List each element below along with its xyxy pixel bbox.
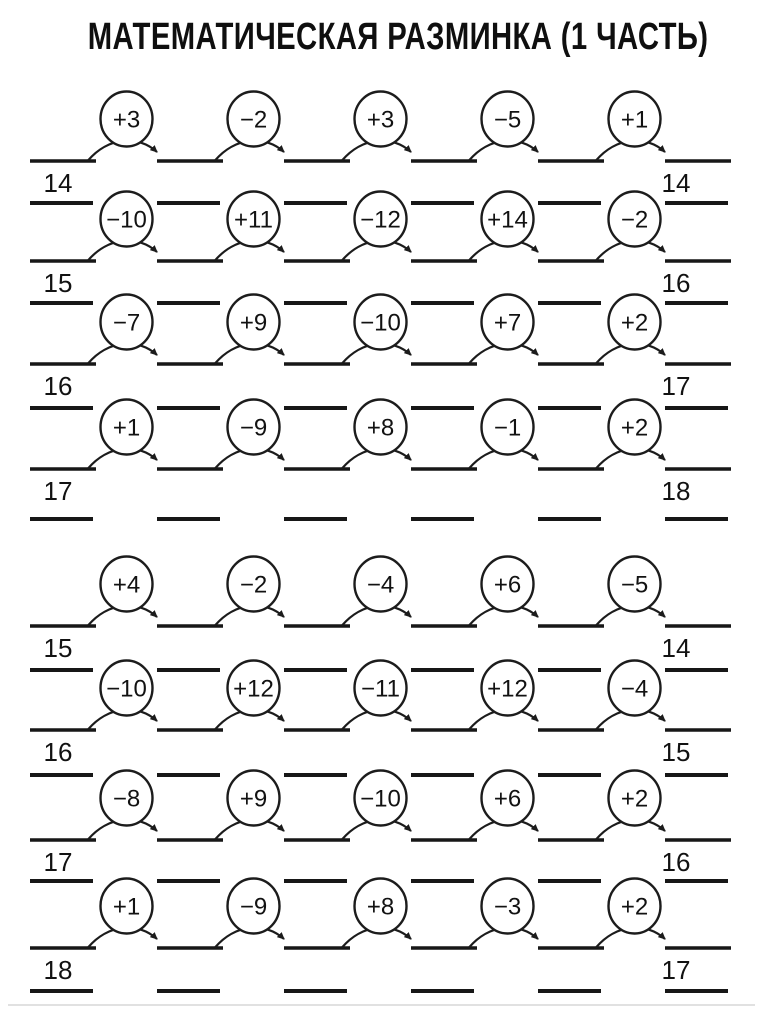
blank-line-segment	[411, 201, 474, 205]
operation-label: +9	[239, 309, 268, 337]
chain-row-2	[0, 190, 763, 298]
operation-label: +2	[620, 414, 649, 442]
operation-label: −10	[106, 206, 147, 234]
worksheet-title: МАТЕМАТИЧЕСКАЯ РАЗМИНКА (1 ЧАСТЬ)	[87, 16, 709, 58]
operation-label: +11	[234, 206, 273, 234]
chain-row-3	[0, 293, 763, 401]
scan-artifact-line	[8, 1004, 755, 1006]
operation-label: −4	[620, 675, 649, 703]
blank-line-segment	[157, 201, 220, 205]
blank-line-segment	[30, 879, 93, 883]
blank-line-segment	[284, 301, 347, 305]
chain-row-1	[0, 90, 763, 198]
operation-label: +9	[239, 785, 268, 813]
blank-line-segment	[30, 773, 93, 777]
operation-label: +1	[112, 414, 141, 442]
blank-line-segment	[30, 989, 93, 993]
operation-label: +2	[620, 893, 649, 921]
extra-blank-line-row	[0, 989, 763, 993]
blank-line-segment	[538, 406, 601, 410]
start-number: 15	[43, 633, 73, 663]
operation-label: +12	[487, 675, 528, 703]
operation-label: −7	[112, 309, 141, 337]
blank-line-segment	[157, 773, 220, 777]
operation-label: +1	[112, 893, 141, 921]
chain-row-7	[0, 769, 763, 877]
blank-line-segment	[665, 517, 728, 521]
blank-line-segment	[411, 879, 474, 883]
chain-row-5	[0, 555, 763, 663]
blank-line-segment	[538, 517, 601, 521]
start-number: 18	[43, 955, 73, 985]
operation-label: +4	[112, 571, 141, 599]
operation-label: +1	[620, 106, 649, 134]
chain-row-4	[0, 398, 763, 506]
end-number: 15	[661, 737, 691, 767]
operation-label: −10	[360, 785, 401, 813]
operation-label: +12	[233, 675, 274, 703]
blank-line-segment	[538, 989, 601, 993]
blank-line-segment	[30, 668, 93, 672]
blank-line-segment	[665, 406, 728, 410]
operation-label: −5	[493, 106, 522, 134]
operation-label: −2	[239, 571, 268, 599]
blank-line-segment	[30, 201, 93, 205]
blank-line-segment	[538, 773, 601, 777]
blank-line-segment	[665, 201, 728, 205]
extra-blank-line-row	[0, 879, 763, 883]
blank-line-segment	[538, 668, 601, 672]
blank-line-segment	[157, 517, 220, 521]
blank-line-segment	[411, 301, 474, 305]
operation-label: −8	[112, 785, 141, 813]
start-number: 17	[43, 847, 73, 877]
blank-line-segment	[538, 301, 601, 305]
operation-label: −10	[106, 675, 147, 703]
blank-line-segment	[411, 668, 474, 672]
blank-line-segment	[30, 406, 93, 410]
operation-label: −2	[620, 206, 649, 234]
blank-line-segment	[665, 879, 728, 883]
end-number: 14	[661, 168, 691, 198]
blank-line-segment	[665, 301, 728, 305]
blank-line-segment	[157, 406, 220, 410]
blank-line-segment	[157, 989, 220, 993]
operation-label: −9	[239, 414, 268, 442]
blank-line-segment	[411, 989, 474, 993]
blank-line-segment	[284, 668, 347, 672]
operation-label: −11	[361, 675, 400, 703]
start-number: 14	[43, 168, 73, 198]
operation-label: +7	[493, 309, 522, 337]
blank-line-segment	[411, 406, 474, 410]
blank-line-segment	[411, 517, 474, 521]
end-number: 18	[661, 476, 691, 506]
start-number: 15	[43, 268, 73, 298]
operation-label: +6	[493, 785, 522, 813]
blank-line-segment	[157, 301, 220, 305]
extra-blank-line-row	[0, 517, 763, 521]
blank-line-segment	[411, 773, 474, 777]
blank-line-segment	[30, 517, 93, 521]
operation-label: +2	[620, 785, 649, 813]
blank-line-segment	[157, 879, 220, 883]
blank-line-segment	[665, 989, 728, 993]
operation-label: +6	[493, 571, 522, 599]
blank-line-segment	[665, 668, 728, 672]
blank-line-segment	[284, 773, 347, 777]
chain-row-6	[0, 659, 763, 767]
blank-line-segment	[284, 879, 347, 883]
end-number: 17	[661, 955, 691, 985]
end-number: 17	[661, 371, 691, 401]
blank-line-segment	[284, 517, 347, 521]
blank-line-segment	[157, 668, 220, 672]
blank-line-segment	[665, 773, 728, 777]
start-number: 16	[43, 371, 73, 401]
blank-line-segment	[30, 301, 93, 305]
extra-blank-line-row	[0, 406, 763, 410]
start-number: 16	[43, 737, 73, 767]
operation-label: +3	[112, 106, 141, 134]
extra-blank-line-row	[0, 301, 763, 305]
blank-line-segment	[538, 201, 601, 205]
operation-label: −12	[360, 206, 401, 234]
operation-label: −9	[239, 893, 268, 921]
operation-label: −4	[366, 571, 395, 599]
operation-label: +14	[487, 206, 528, 234]
operation-label: +3	[366, 106, 395, 134]
operation-label: −2	[239, 106, 268, 134]
operation-label: +8	[366, 893, 395, 921]
blank-line-segment	[284, 406, 347, 410]
blank-line-segment	[284, 989, 347, 993]
extra-blank-line-row	[0, 773, 763, 777]
operation-label: −3	[493, 893, 522, 921]
blank-line-segment	[538, 879, 601, 883]
chain-row-8	[0, 877, 763, 985]
operation-label: +8	[366, 414, 395, 442]
end-number: 16	[661, 847, 691, 877]
operation-label: −5	[620, 571, 649, 599]
end-number: 16	[661, 268, 691, 298]
blank-line-segment	[284, 201, 347, 205]
end-number: 14	[661, 633, 691, 663]
operation-label: −10	[360, 309, 401, 337]
operation-label: −1	[493, 414, 522, 442]
operation-label: +2	[620, 309, 649, 337]
start-number: 17	[43, 476, 73, 506]
extra-blank-line-row	[0, 668, 763, 672]
extra-blank-line-row	[0, 201, 763, 205]
